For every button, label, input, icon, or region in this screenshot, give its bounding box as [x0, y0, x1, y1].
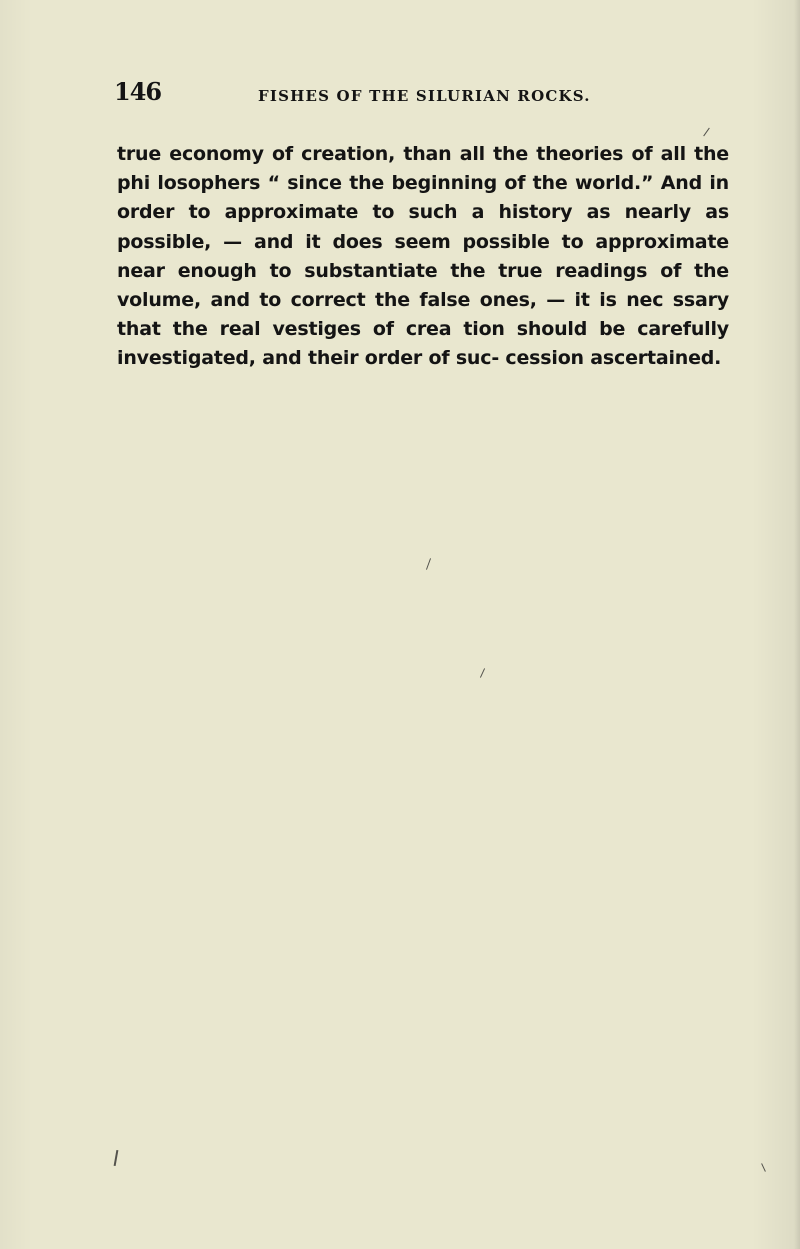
ink-speck: [114, 1150, 119, 1166]
body-text: [117, 140, 729, 374]
running-head: FISHES OF THE SILURIAN ROCKS.: [258, 87, 591, 105]
page-number: 146: [114, 77, 162, 106]
ink-speck: [426, 558, 431, 570]
page-header: [114, 78, 734, 118]
ink-speck: [703, 128, 710, 137]
ink-speck: [480, 668, 485, 677]
paragraph: true economy of creation, than all the theories of all the phi losophers “ since the beginning of the world.” And in order to approximate to such a history as nearly as possible, — and it does seem possible to approximate near enough to substantiate the true readings of the volume, and to correct the false ones, — it is nec ssary that the real vestiges of crea tion should be carefully investigated, and their order of suc- cession ascertained.: [117, 143, 729, 370]
ink-speck: [761, 1163, 766, 1172]
page-edge-shadow: [794, 0, 800, 1249]
